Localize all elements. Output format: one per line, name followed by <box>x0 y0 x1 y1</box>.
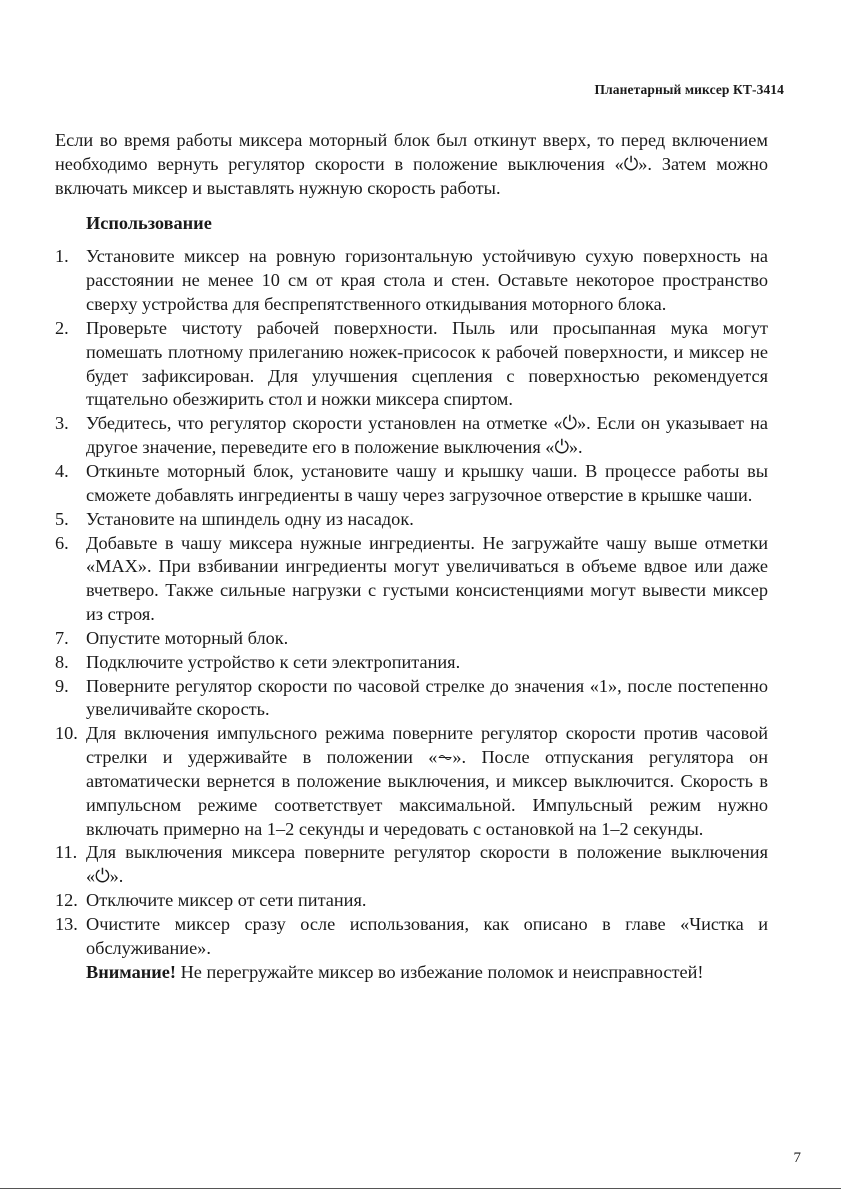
step-text: Отключите миксер от сети питания. <box>86 890 367 911</box>
step-text: Установите миксер на ровную горизонтальную устойчивую сухую поверхность на расстоянии не менее 10 см от края стола и стен. Оставьте некоторое пространство сверху устройства для беспрепятственного откидывания моторного блока. <box>86 246 768 315</box>
step-text: Для выключения миксера поверните регулятор скорости в положение выключения «⏻». <box>86 842 768 887</box>
step-text: Убедитесь, что регулятор скорости установлен на отметке «⏻». Если он указывает на другое значение, переведите его в положение выключения «⏻». <box>86 413 768 458</box>
list-item <box>55 913 768 961</box>
list-item <box>55 508 768 532</box>
intro-paragraph: Если во время работы миксера моторный блок был откинут вверх, то перед включением необходимо вернуть регулятор скорости в положение выключения «⏻». Затем можно включать миксер и выставлять нужную скорость работы. <box>55 130 768 198</box>
section-title: Использование <box>86 212 212 233</box>
page-number: 7 <box>793 1150 801 1166</box>
list-item <box>55 841 768 889</box>
list-item <box>55 412 768 460</box>
step-number: 10. <box>55 723 78 744</box>
list-item <box>55 460 768 508</box>
step-number: 13. <box>55 914 78 934</box>
list-item <box>55 245 768 317</box>
page-content <box>55 129 768 985</box>
step-number: 6. <box>55 532 69 553</box>
list-item <box>55 675 768 723</box>
step-text: Поверните регулятор скорости по часовой стрелке до значения «1», после постепенно увеличивайте скорость. <box>86 675 768 720</box>
step-text: Проверьте чистоту рабочей поверхности. Пыль или просыпанная мука могут помешать плотному прилеганию ножек-присосок к рабочей поверхности, и миксер не будет зафиксирован. Для улучшения сцепления с поверхностью рекомендуется тщательно обезжирить стол и ножки миксера спиртом. <box>86 317 768 410</box>
running-header: Планетарный миксер КТ-3414 <box>594 82 784 97</box>
list-item <box>55 627 768 651</box>
step-number: 3. <box>55 413 69 434</box>
steps-list <box>55 245 768 960</box>
bottom-rule <box>0 1188 841 1189</box>
warning-note <box>55 961 768 985</box>
warning-label: Внимание! <box>86 961 176 982</box>
step-text: Откиньте моторный блок, установите чашу и крышку чаши. В процессе работы вы сможете добавлять ингредиенты в чашу через загрузочное отверстие в крышке чаши. <box>86 460 768 505</box>
step-text: Добавьте в чашу миксера нужные ингредиенты. Не загружайте чашу выше отметки «MAX». При взбивании ингредиенты могут увеличиваться в объеме вдвое или даже вчетверо. Также сильные нагрузки с густыми консистенциями могут вывести миксер из строя. <box>86 532 768 625</box>
step-number: 1. <box>55 246 69 267</box>
step-number: 8. <box>55 651 69 672</box>
warning-text: Не перегружайте миксер во избежание поломок и неисправностей! <box>176 961 704 982</box>
step-text: Опустите моторный блок. <box>86 627 289 648</box>
step-number: 2. <box>55 317 69 338</box>
list-item <box>55 722 768 841</box>
step-number: 4. <box>55 460 69 481</box>
step-number: 7. <box>55 627 69 648</box>
step-text: Подключите устройство к сети электропитания. <box>86 651 461 672</box>
step-number: 5. <box>55 508 69 529</box>
step-text: Очистите миксер сразу осле использования, как описано в главе «Чистка и обслуживание». <box>86 914 768 958</box>
step-number: 11. <box>55 842 78 863</box>
list-item <box>55 317 768 412</box>
list-item <box>55 651 768 675</box>
step-number: 9. <box>55 675 69 696</box>
step-number: 12. <box>55 890 78 911</box>
step-text: Установите на шпиндель одну из насадок. <box>86 508 414 529</box>
list-item <box>55 889 768 913</box>
step-text: Для включения импульсного режима поверните регулятор скорости против часовой стрелки и удерживайте в положении «⏦». После отпускания регулятора он автоматически вернется в положение выключения, и миксер выключится. Скорость в импульсном режиме соответствует максимальной. Импульсный режим нужно включать примерно на 1–2 секунды и чередовать с остановкой на 1–2 секунды. <box>86 723 768 839</box>
list-item <box>55 532 768 627</box>
